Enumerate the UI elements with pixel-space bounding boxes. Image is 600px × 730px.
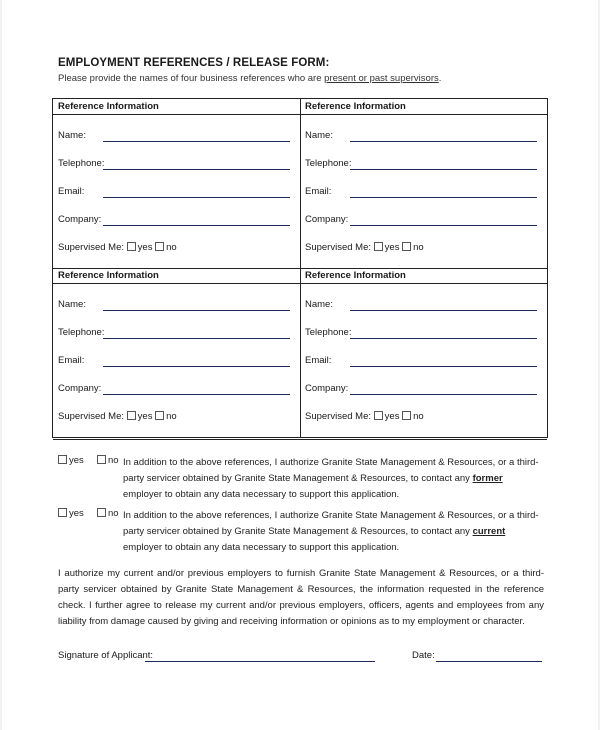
company-field[interactable]	[350, 225, 537, 226]
no-checkbox[interactable]	[97, 508, 106, 517]
name-label: Name:	[305, 299, 333, 310]
signature-label: Signature of Applicant:	[58, 650, 154, 661]
company-field[interactable]	[103, 394, 290, 395]
date-field[interactable]	[436, 661, 542, 662]
name-field[interactable]	[103, 310, 290, 311]
document-page	[2, 0, 598, 730]
reference-header: Reference Information	[305, 101, 406, 112]
yes-checkbox[interactable]	[58, 455, 67, 464]
yes-checkbox[interactable]	[127, 242, 136, 251]
email-field[interactable]	[103, 366, 290, 367]
consent-text: In addition to the above references, I authorize Granite State Management & Resources, or a third-party servicer obtained by Granite State Management & Resources, to contact any former employer to obtain any data necessary to support this application.	[123, 457, 539, 500]
telephone-label: Telephone:	[58, 158, 105, 169]
name-label: Name:	[305, 130, 333, 141]
signature-field[interactable]	[145, 661, 375, 662]
email-label: Email:	[305, 355, 332, 366]
yes-checkbox[interactable]	[374, 242, 383, 251]
company-label: Company:	[305, 214, 349, 225]
telephone-label: Telephone:	[58, 327, 105, 338]
no-checkbox[interactable]	[155, 411, 164, 420]
telephone-field[interactable]	[350, 338, 537, 339]
telephone-field[interactable]	[103, 338, 290, 339]
no-checkbox[interactable]	[402, 242, 411, 251]
company-field[interactable]	[350, 394, 537, 395]
intro-underlined-text: present or past supervisors	[324, 73, 439, 84]
yes-checkbox[interactable]	[127, 411, 136, 420]
no-checkbox[interactable]	[155, 242, 164, 251]
supervised-row: Supervised Me: yes no	[305, 411, 424, 422]
email-label: Email:	[305, 186, 332, 197]
name-field[interactable]	[350, 141, 537, 142]
consent-keyword: former	[472, 473, 503, 484]
reference-grid	[52, 98, 548, 438]
reference-block-1	[58, 127, 298, 277]
company-label: Company:	[58, 214, 102, 225]
grid-divider	[53, 283, 547, 284]
consent-keyword: current	[472, 526, 506, 537]
name-field[interactable]	[350, 310, 537, 311]
telephone-label: Telephone:	[305, 327, 352, 338]
telephone-field[interactable]	[350, 169, 537, 170]
authorization-paragraph: I authorize my current and/or previous employers to furnish Granite State Management & Resources, or a third-party servicer obtained by Granite State Management & Resources, the information requested in the reference check. I further agree to release my current and/or previous employers, officers, agents and employees from any liability from damage caused by giving and receiving information or opinions as to my employment or character.	[58, 568, 544, 627]
reference-header: Reference Information	[58, 270, 159, 281]
company-field[interactable]	[103, 225, 290, 226]
reference-block-2	[305, 127, 545, 277]
reference-block-4	[305, 296, 545, 446]
name-label: Name:	[58, 130, 86, 141]
company-label: Company:	[305, 383, 349, 394]
yes-checkbox[interactable]	[58, 508, 67, 517]
reference-header: Reference Information	[58, 101, 159, 112]
email-label: Email:	[58, 186, 85, 197]
name-label: Name:	[58, 299, 86, 310]
email-field[interactable]	[350, 197, 537, 198]
email-field[interactable]	[103, 197, 290, 198]
form-title: EMPLOYMENT REFERENCES / RELEASE FORM:	[58, 57, 330, 69]
supervised-row: Supervised Me: yes no	[58, 411, 177, 422]
telephone-label: Telephone:	[305, 158, 352, 169]
no-checkbox[interactable]	[402, 411, 411, 420]
telephone-field[interactable]	[103, 169, 290, 170]
consent-options: yes no	[58, 508, 119, 519]
form-intro: Please provide the names of four business references who are present or past supervisors.	[58, 73, 442, 84]
company-label: Company:	[58, 383, 102, 394]
email-label: Email:	[58, 355, 85, 366]
yes-checkbox[interactable]	[374, 411, 383, 420]
consent-text: In addition to the above references, I authorize Granite State Management & Resources, or a third-party servicer obtained by Granite State Management & Resources, to contact any current employer to obtain any data necessary to support this application.	[123, 510, 539, 553]
email-field[interactable]	[350, 366, 537, 367]
reference-header: Reference Information	[305, 270, 406, 281]
grid-divider	[53, 114, 547, 115]
date-label: Date:	[412, 650, 435, 661]
supervised-row: Supervised Me: yes no	[305, 242, 424, 253]
supervised-row: Supervised Me: yes no	[58, 242, 177, 253]
reference-block-3	[58, 296, 298, 446]
name-field[interactable]	[103, 141, 290, 142]
consent-options: yes no	[58, 455, 119, 466]
no-checkbox[interactable]	[97, 455, 106, 464]
